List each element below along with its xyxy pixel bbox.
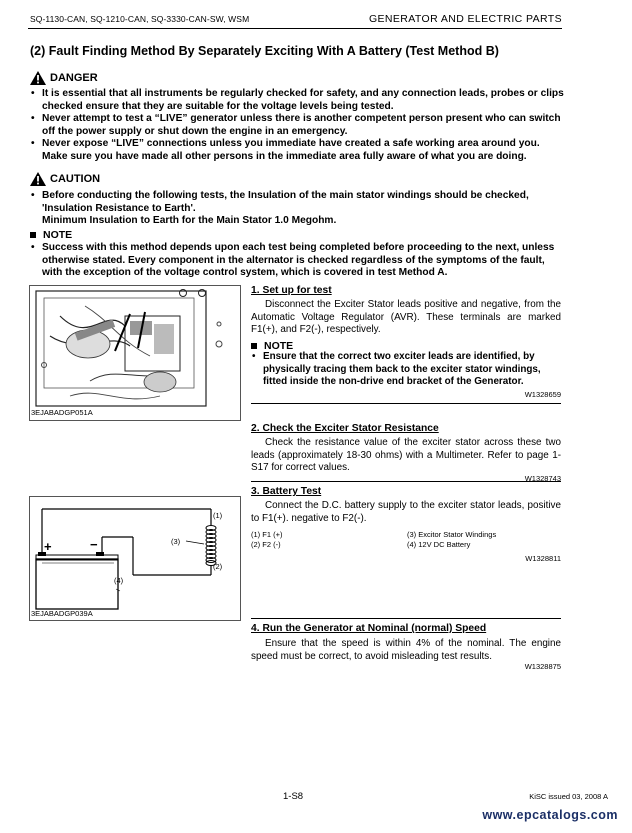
exciter-coil <box>206 526 216 566</box>
avr-photo-illustration <box>30 286 240 420</box>
battery-12v <box>36 552 118 609</box>
header-section: GENERATOR AND ELECTRIC PARTS <box>368 13 562 25</box>
issue-info: KiSC issued 03, 2008 A <box>529 792 608 801</box>
battery-circuit-diagram <box>30 497 240 620</box>
step1-rule <box>251 403 561 404</box>
step3-body: Connect the D.C. battery supply to the exciter stator leads, positive to F1(+). negative to F2(-). <box>251 500 561 524</box>
legend-item: (2) F2 (-) <box>251 540 281 549</box>
step1-heading: 1. Set up for test <box>251 285 332 296</box>
battery-plus-label: + <box>44 539 52 554</box>
caution-label: CAUTION <box>50 173 101 185</box>
caution-extra: Minimum Insulation to Earth for the Main Stator 1.0 Megohm. <box>42 215 337 227</box>
danger-warning-icon <box>30 71 46 85</box>
step2-ref: W1328743 <box>524 474 561 483</box>
note-heading <box>30 229 72 241</box>
label-2: (2) <box>213 562 223 571</box>
step1-ref: W1328659 <box>524 390 561 399</box>
step1-note-label: NOTE <box>264 340 294 352</box>
legend-item: (1) F1 (+) <box>251 530 283 539</box>
figure1-caption: 3EJABADGP051A <box>31 408 93 417</box>
legend-item: (3) Excitor Stator Windings <box>407 530 497 539</box>
step4-ref: W1328875 <box>524 662 561 671</box>
figure-battery-circuit <box>29 496 241 621</box>
header-rule <box>28 28 562 29</box>
note-square-icon <box>30 232 36 238</box>
watermark-link[interactable]: www.epcatalogs.com <box>482 808 618 822</box>
label-4: (4) <box>114 576 124 585</box>
caution-item: • Before conducting the following tests, the Insulation of the main stator windings should be checked, 'Insulation Resistance to Earth'. <box>30 190 564 215</box>
caution-heading <box>30 172 100 186</box>
figure2-caption: 3EJABADGP039A <box>31 609 93 618</box>
danger-item: • It is essential that all instruments be regularly checked for safety, and any connection leads, probes or clips checked ensure that they are suitable for the voltage levels being tested. <box>30 88 564 113</box>
danger-list <box>30 88 564 164</box>
label-3: (3) <box>171 537 181 546</box>
step3-rule <box>251 618 561 619</box>
step2-rule <box>251 481 561 482</box>
figure-photo-avr <box>29 285 241 421</box>
step4-body: Ensure that the speed is within 4% of the nominal. The engine speed must be correct, to avoid misleading test results. <box>251 638 561 662</box>
danger-label: DANGER <box>50 72 98 84</box>
legend-right <box>407 530 562 550</box>
legend-item: (4) 12V DC Battery <box>407 540 471 549</box>
header-models: SQ-1130-CAN, SQ-1210-CAN, SQ-3330-CAN-SW, WSM <box>30 14 250 24</box>
label-1: (1) <box>213 511 223 520</box>
step1-note-item: • Ensure that the correct two exciter leads are identified, by physically tracing them back to the exciter stator windings, fitted inside the non-drive end bracket of the Generator. <box>251 351 561 389</box>
step1-note-list <box>251 351 561 389</box>
step2-heading: 2. Check the Exciter Stator Resistance <box>251 423 439 434</box>
danger-item: • Never attempt to test a “LIVE” generator unless there is another competent person present who can switch off the power supply or shut down the engine in an emergency. <box>30 113 564 138</box>
note-label: NOTE <box>43 229 73 241</box>
step4-heading: 4. Run the Generator at Nominal (normal) Speed <box>251 623 487 634</box>
step3-ref: W1328811 <box>525 554 561 563</box>
page-number: 1-S8 <box>283 791 304 802</box>
note-square-icon <box>251 343 257 349</box>
danger-heading <box>30 71 98 85</box>
danger-item: • Never expose “LIVE” connections unless you immediate have created a safe working area around you. Make sure you have made all other persons in the immediate area fully aware of what you are doing. <box>30 138 564 163</box>
step1-body: Disconnect the Exciter Stator leads positive and negative, from the Automatic Voltage Regulator (AVR). These terminals are marked F1(+), and F2(-), respectively. <box>251 299 561 336</box>
caution-list <box>30 190 564 228</box>
section-title: (2) Fault Finding Method By Separately Exciting With A Battery (Test Method B) <box>30 44 499 58</box>
battery-minus-label: − <box>90 537 98 552</box>
legend-left <box>251 530 401 550</box>
note-list <box>30 242 564 280</box>
note-item: • Success with this method depends upon each test being completed before proceeding to the next, unless otherwise stated. Every component in the alternator is checked regardless of the symptoms of the fault, with the exception of the voltage control system, which is covered in test Method A. <box>30 242 564 280</box>
step2-body: Check the resistance value of the exciter stator across these two leads (approximately 18-30 ohms) with a Multimeter. Refer to page 1-S17 for correct values. <box>251 437 561 474</box>
step3-heading: 3. Battery Test <box>251 486 322 497</box>
caution-warning-icon <box>30 172 46 186</box>
